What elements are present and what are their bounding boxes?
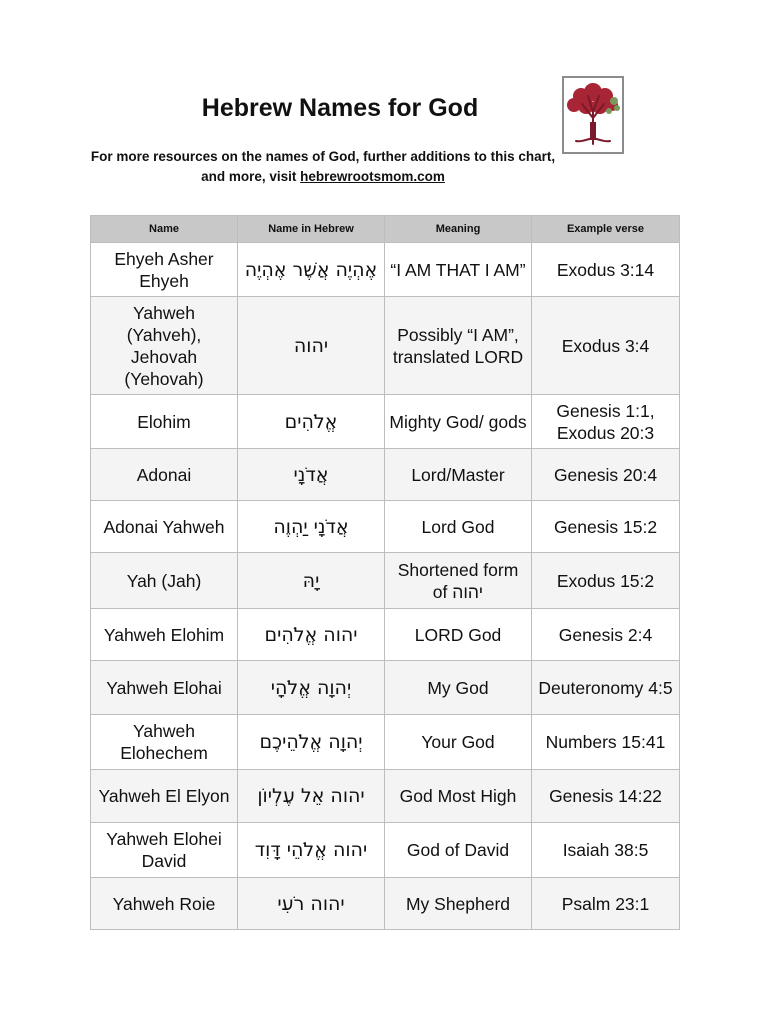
- table-row: [91, 715, 680, 770]
- cell-name: Yahweh Elohechem: [91, 715, 238, 770]
- table-row: [91, 553, 680, 609]
- cell-hebrew: אֲדֹנָי: [238, 449, 385, 501]
- cell-verse: Psalm 23:1: [532, 878, 680, 930]
- cell-meaning: Your God: [385, 715, 532, 770]
- subtitle: [90, 147, 556, 187]
- subtitle-text: For more resources on the names of God, further additions to this chart, and more, visit: [90, 149, 556, 184]
- header-meaning: Meaning: [385, 216, 532, 243]
- cell-verse: Deuteronomy 4:5: [532, 661, 680, 715]
- cell-meaning: LORD God: [385, 609, 532, 661]
- cell-hebrew: אֱלֹהִים: [238, 395, 385, 449]
- header-verse: Example verse: [532, 216, 680, 243]
- cell-verse: Genesis 1:1, Exodus 20:3: [532, 395, 680, 449]
- cell-name: Yahweh Roie: [91, 878, 238, 930]
- cell-verse: Isaiah 38:5: [532, 823, 680, 878]
- cell-hebrew: יָהּ: [238, 553, 385, 609]
- table-row: [91, 449, 680, 501]
- header-name: Name: [91, 216, 238, 243]
- table-row: [91, 661, 680, 715]
- cell-hebrew: יהוה: [238, 297, 385, 395]
- table-row: [91, 501, 680, 553]
- cell-hebrew: יְהוָה אֱלֹהֵיכֶם: [238, 715, 385, 770]
- cell-name: Adonai Yahweh: [91, 501, 238, 553]
- cell-name: Elohim: [91, 395, 238, 449]
- page-title: Hebrew Names for God: [201, 94, 479, 122]
- cell-meaning: Mighty God/ gods: [385, 395, 532, 449]
- table-row: [91, 395, 680, 449]
- cell-name: Adonai: [91, 449, 238, 501]
- cell-name: Yahweh (Yahveh), Jehovah (Yehovah): [91, 297, 238, 395]
- table-row: [91, 823, 680, 878]
- cell-hebrew: יהוה אֵל עֶלְיוֹן: [238, 770, 385, 823]
- names-table: [90, 215, 680, 930]
- table-row: [91, 297, 680, 395]
- table-row: [91, 770, 680, 823]
- table-row: [91, 878, 680, 930]
- cell-meaning: God Most High: [385, 770, 532, 823]
- cell-name: Yahweh Elohim: [91, 609, 238, 661]
- cell-verse: Genesis 14:22: [532, 770, 680, 823]
- cell-meaning: Lord/Master: [385, 449, 532, 501]
- cell-hebrew: אֶהְיֶה אֲשֶׁר אֶהְיֶה: [238, 243, 385, 297]
- cell-verse: Exodus 3:4: [532, 297, 680, 395]
- cell-verse: Genesis 2:4: [532, 609, 680, 661]
- cell-verse: Genesis 15:2: [532, 501, 680, 553]
- cell-name: Yah (Jah): [91, 553, 238, 609]
- cell-hebrew: יהוה אֱלֹהֵי דָּוִד: [238, 823, 385, 878]
- cell-name: Yahweh El Elyon: [91, 770, 238, 823]
- cell-hebrew: יְהוָה אֱלֹהָי: [238, 661, 385, 715]
- cell-meaning: Possibly “I AM”, translated LORD: [385, 297, 532, 395]
- cell-name: Ehyeh Asher Ehyeh: [91, 243, 238, 297]
- table-row: [91, 243, 680, 297]
- cell-meaning: Lord God: [385, 501, 532, 553]
- table-row: [91, 609, 680, 661]
- cell-verse: Genesis 20:4: [532, 449, 680, 501]
- cell-hebrew: יהוה רֹעִי: [238, 878, 385, 930]
- cell-verse: Exodus 3:14: [532, 243, 680, 297]
- cell-meaning: God of David: [385, 823, 532, 878]
- cell-meaning: “I AM THAT I AM”: [385, 243, 532, 297]
- cell-verse: Numbers 15:41: [532, 715, 680, 770]
- table-header-row: [91, 216, 680, 243]
- header-hebrew: Name in Hebrew: [238, 216, 385, 243]
- tree-of-life-icon: [564, 78, 622, 152]
- cell-meaning: My God: [385, 661, 532, 715]
- website-link[interactable]: hebrewrootsmom.com: [300, 169, 445, 184]
- cell-meaning: My Shepherd: [385, 878, 532, 930]
- cell-meaning: Shortened form of יהוה: [385, 553, 532, 609]
- cell-name: Yahweh Elohei David: [91, 823, 238, 878]
- tree-logo: [562, 76, 624, 154]
- cell-verse: Exodus 15:2: [532, 553, 680, 609]
- cell-hebrew: אֲדֹנָי יַהְוֶה: [238, 501, 385, 553]
- cell-hebrew: יהוה אֱלֹהִים: [238, 609, 385, 661]
- cell-name: Yahweh Elohai: [91, 661, 238, 715]
